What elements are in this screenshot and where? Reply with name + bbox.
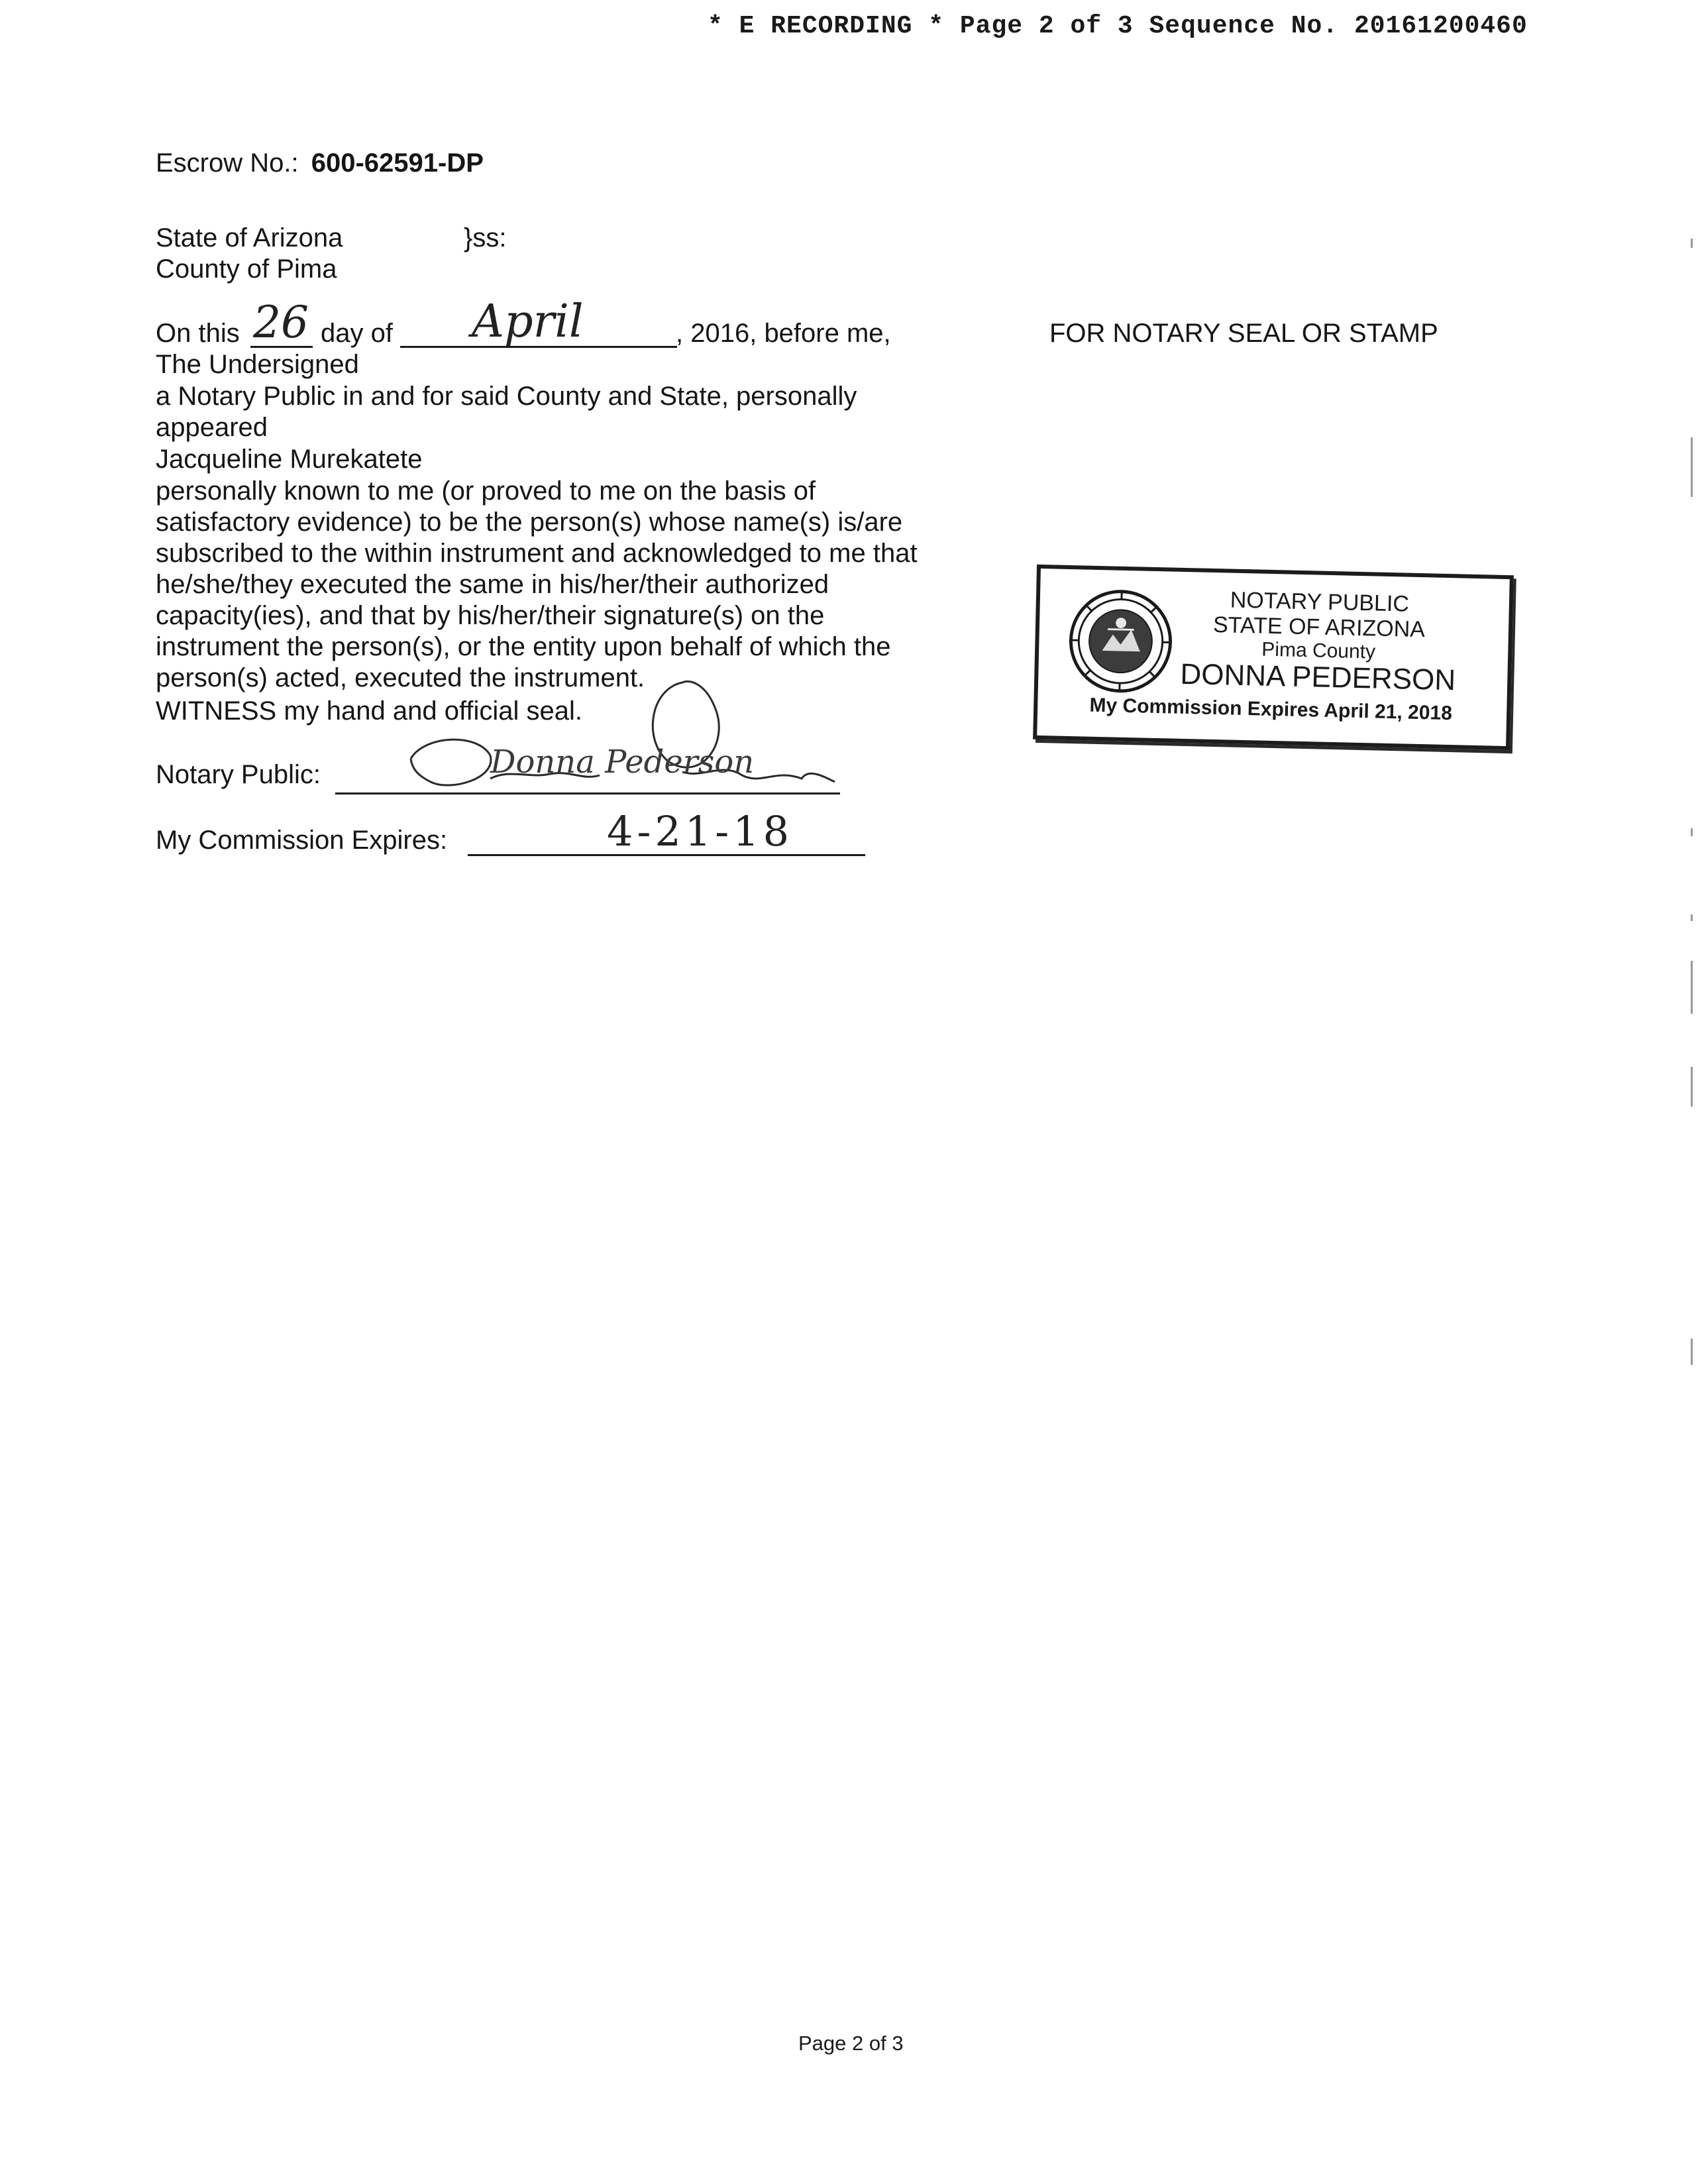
day-of-label: day of <box>321 319 393 348</box>
acknowledgment-line: person(s) acted, executed the instrument. <box>156 663 645 692</box>
acknowledgment-line: satisfactory evidence) to be the person(s) whose name(s) is/are <box>156 508 903 537</box>
month-handwritten: April <box>472 296 584 348</box>
recording-header: * E RECORDING * Page 2 of 3 Sequence No. 20161200460 <box>708 12 1528 40</box>
commission-date-handwritten: 4-21-18 <box>607 807 794 855</box>
escrow-label: Escrow No.: <box>156 148 299 178</box>
seal-area-heading: FOR NOTARY SEAL OR STAMP <box>1049 319 1438 348</box>
page-footer: Page 2 of 3 <box>798 2032 904 2055</box>
scan-speck <box>1691 961 1693 1014</box>
escrow-number: 600-62591-DP <box>311 148 484 178</box>
acknowledgment-line: subscribed to the within instrument and acknowledged to me that <box>156 539 918 568</box>
day-handwritten: 26 <box>253 297 309 348</box>
acknowledgment-line: he/she/they executed the same in his/her/their authorized <box>156 570 829 599</box>
acknowledgment-line: personally known to me (or proved to me on the basis of <box>156 476 816 506</box>
scan-speck <box>1691 239 1693 248</box>
witness-line: WITNESS my hand and official seal. <box>156 696 582 726</box>
venue-county: County of Pima <box>156 254 337 284</box>
scan-speck <box>1691 1338 1693 1365</box>
appeared-line: appeared <box>156 413 268 442</box>
notary-public-label: Notary Public: <box>156 760 321 789</box>
venue-state: State of Arizona <box>156 223 343 252</box>
scan-speck <box>1691 828 1693 836</box>
on-this-label: On this <box>156 319 240 348</box>
acknowledgment-line: capacity(ies), and that by his/her/their signature(s) on the <box>156 601 825 630</box>
stamp-line-county: Pima County <box>1261 638 1376 663</box>
stamp-notary-name: DONNA PEDERSON <box>1180 657 1456 697</box>
undersigned-line: The Undersigned <box>156 350 359 379</box>
scan-speck <box>1691 914 1693 921</box>
stamp-line-state: STATE OF ARIZONA <box>1212 612 1426 643</box>
escrow-line <box>156 148 484 179</box>
notary-stamp <box>1033 565 1514 750</box>
notary-signature-text: Donna Pederson <box>490 743 755 781</box>
scan-speck <box>1691 437 1693 497</box>
commission-label: My Commission Expires: <box>156 826 448 855</box>
notary-public-line: a Notary Public in and for said County and State, personally <box>156 382 857 411</box>
stamp-line-notary: NOTARY PUBLIC <box>1230 587 1410 617</box>
acknowledgment-paragraph <box>156 476 918 694</box>
scan-speck <box>1691 1067 1693 1107</box>
stamp-expires: My Commission Expires April 21, 2018 <box>1089 694 1453 725</box>
venue-ss: }ss: <box>464 223 507 252</box>
notary-signature-mark <box>371 663 848 802</box>
year-text: , 2016, before me, <box>676 319 891 348</box>
acknowledgment-line: instrument the person(s), or the entity upon behalf of which the <box>156 632 891 661</box>
signer-name: Jacqueline Murekatete <box>156 445 423 474</box>
